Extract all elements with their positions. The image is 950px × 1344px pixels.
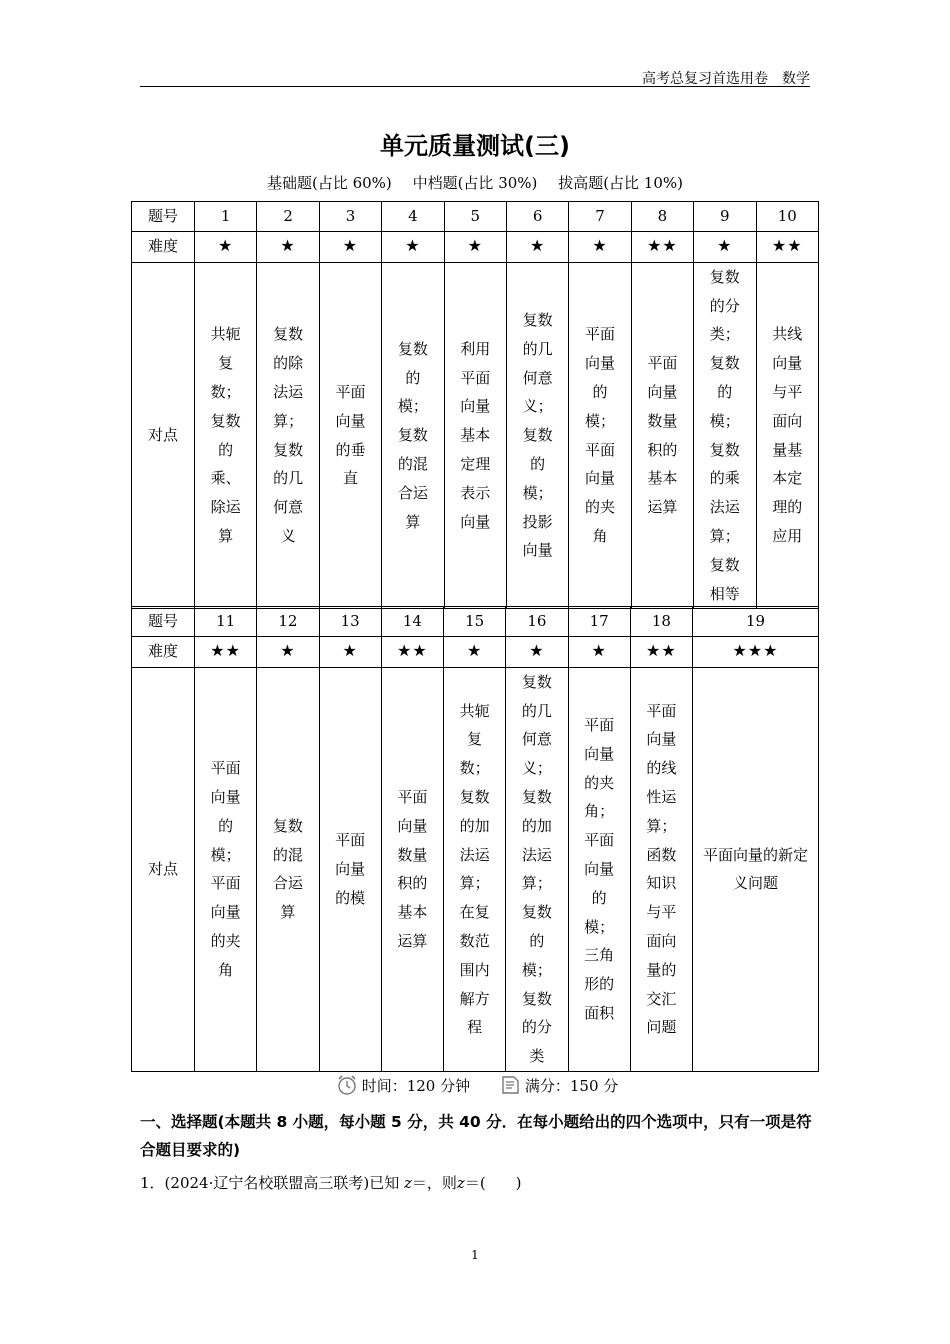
question-num: 10: [756, 202, 818, 232]
topic-cell: [506, 262, 568, 609]
question-num: 3: [319, 202, 381, 232]
difficulty-stars: ★★: [195, 636, 257, 667]
topic-cell: [506, 667, 568, 1071]
topic-text: 平面向量的模；平面向量的夹角: [585, 325, 616, 545]
topic-text: 复数的几何意义；复数的加法运算；复数的模；复数的分类: [521, 672, 552, 1066]
difficulty-stars: ★: [382, 231, 444, 262]
topic-text: 平面向量数量积的基本运算: [397, 787, 428, 950]
topic-cell: [195, 262, 257, 609]
topic-text: 复数的混合运算: [272, 816, 303, 922]
question-num: 8: [631, 202, 693, 232]
topic-cell: [756, 262, 818, 609]
variable-z: z: [456, 1174, 465, 1192]
difficulty-stars: ★: [319, 231, 381, 262]
middle-ratio: 中档题(占比 30%): [412, 174, 538, 192]
topic-text: 平面向量的垂直: [335, 382, 366, 488]
difficulty-stars: ★★: [381, 636, 443, 667]
difficulty-ratio-line: [0, 172, 950, 193]
question-stem: ＝，则: [411, 1174, 457, 1192]
question-1: [140, 1172, 522, 1193]
difficulty-stars: ★: [257, 636, 319, 667]
topic-text: 平面向量数量积的基本运算: [647, 354, 678, 517]
question-num: 2: [257, 202, 319, 232]
question-num: 9: [694, 202, 756, 232]
page-number: 1: [471, 1248, 479, 1262]
topic-text: 平面向量的模: [335, 831, 366, 907]
topic-cell: [319, 667, 381, 1071]
topic-cell: [630, 667, 692, 1071]
difficulty-stars: ★★: [631, 231, 693, 262]
question-num: 5: [444, 202, 506, 232]
topic-row: [132, 667, 819, 1071]
question-number: 1．: [140, 1174, 165, 1192]
question-num: 16: [506, 607, 568, 637]
topic-text: 共轭复数；复数的乘、除运算: [210, 325, 241, 545]
topic-text: 平面向量的夹角；平面向量的模；三角形的面积: [584, 715, 615, 1022]
question-num: 12: [257, 607, 319, 637]
score-info: [495, 1077, 618, 1095]
question-num: 13: [319, 607, 381, 637]
difficulty-stars: ★: [319, 636, 381, 667]
num-row: [132, 202, 819, 232]
topic-cell: [444, 667, 506, 1071]
exam-meta: [0, 1074, 950, 1100]
question-num: 7: [569, 202, 631, 232]
alarm-clock-icon: [336, 1074, 358, 1100]
topic-text: 复数的除法运算；复数的几何意义: [273, 325, 304, 545]
topic-text: 复数的分类；复数的模；复数的乘法运算；复数相等: [709, 267, 740, 603]
question-num: 4: [382, 202, 444, 232]
topic-text: 共线向量与平面向量基本定理的应用: [772, 325, 803, 545]
question-num: 14: [381, 607, 443, 637]
difficulty-stars: ★: [506, 231, 568, 262]
topic-cell: [381, 667, 443, 1071]
difficulty-label: 难度: [132, 636, 195, 667]
difficulty-label: 难度: [132, 231, 195, 262]
topic-label: 对点: [132, 667, 195, 1071]
question-num: 11: [195, 607, 257, 637]
topic-cell: [568, 667, 630, 1071]
answer-blank: ＝( ): [464, 1174, 522, 1192]
page-header: 高考总复习首选用卷 数学: [642, 71, 810, 87]
topic-text: 平面向量的线性运算；函数知识与平面向量的交汇问题: [646, 701, 677, 1037]
question-table-2: [131, 606, 819, 1072]
topic-text: 平面向量的新定义问题: [702, 845, 808, 893]
topic-text: 利用平面向量基本定理表示向量: [460, 339, 491, 531]
topic-cell: [195, 667, 257, 1071]
difficulty-stars: ★: [694, 231, 756, 262]
question-source: (2024·辽宁名校联盟高三联考): [164, 1174, 370, 1192]
page-title: 单元质量测试(三): [380, 132, 570, 160]
header-rule: [140, 86, 810, 87]
question-num: 18: [630, 607, 692, 637]
difficulty-stars: ★: [506, 636, 568, 667]
topic-cell: [569, 262, 631, 609]
topic-cell: [444, 262, 506, 609]
question-num: 15: [444, 607, 506, 637]
difficulty-row: [132, 231, 819, 262]
question-stem: 已知: [369, 1174, 404, 1192]
difficulty-stars: ★: [568, 636, 630, 667]
basic-ratio: 基础题(占比 60%): [266, 174, 392, 192]
difficulty-stars: ★: [195, 231, 257, 262]
difficulty-stars: ★: [257, 231, 319, 262]
score-text: 满分：150 分: [524, 1077, 619, 1095]
time-text: 时间：120 分钟: [361, 1077, 471, 1095]
exam-paper-icon: [499, 1074, 521, 1100]
num-row: [132, 607, 819, 637]
topic-cell: [382, 262, 444, 609]
question-num: 6: [506, 202, 568, 232]
topic-cell: [693, 667, 819, 1071]
topic-text: 平面向量的模；平面向量的夹角: [210, 759, 241, 979]
time-info: [332, 1077, 475, 1095]
topic-cell: [319, 262, 381, 609]
topic-text: 复数的模；复数的混合运算: [397, 339, 428, 531]
difficulty-stars: ★: [444, 231, 506, 262]
difficulty-stars: ★★: [756, 231, 818, 262]
hard-ratio: 拔高题(占比 10%): [558, 174, 684, 192]
topic-text: 共轭复数；复数的加法运算；在复数范围内解方程: [459, 701, 490, 1037]
question-num: 19: [693, 607, 819, 637]
topic-cell: [694, 262, 756, 609]
topic-row: [132, 262, 819, 609]
num-label: 题号: [132, 202, 195, 232]
topic-label: 对点: [132, 262, 195, 609]
difficulty-stars: ★★: [630, 636, 692, 667]
section-heading: 一、选择题(本题共 8 小题，每小题 5 分，共 40 分．在每小题给出的四个选项中，只有一项是符合题目要求的): [140, 1113, 812, 1159]
question-table-1: [131, 201, 819, 609]
topic-cell: [257, 262, 319, 609]
topic-cell: [257, 667, 319, 1071]
difficulty-stars: ★★★: [693, 636, 819, 667]
variable-z: z: [403, 1174, 412, 1192]
question-num: 1: [195, 202, 257, 232]
num-label: 题号: [132, 607, 195, 637]
question-num: 17: [568, 607, 630, 637]
topic-cell: [631, 262, 693, 609]
difficulty-stars: ★: [569, 231, 631, 262]
topic-text: 复数的几何意义；复数的模；投影向量: [522, 310, 553, 560]
difficulty-row: [132, 636, 819, 667]
difficulty-stars: ★: [444, 636, 506, 667]
